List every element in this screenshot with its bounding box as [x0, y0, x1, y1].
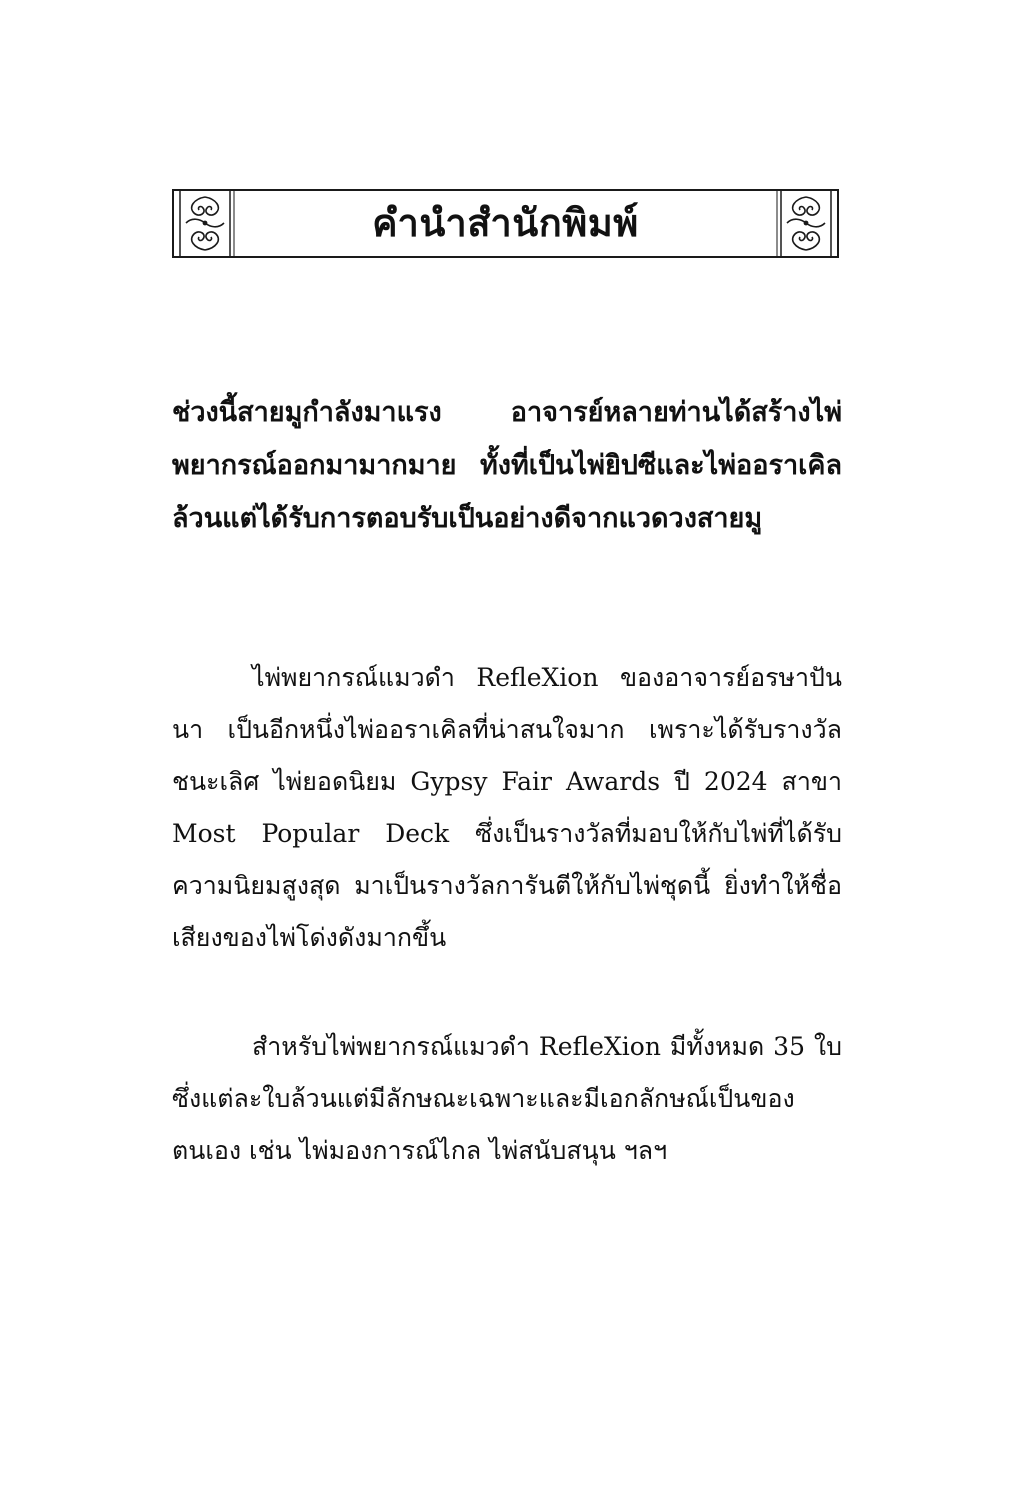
intro-paragraph: ช่วงนี้สายมูกำลังมาแรง อาจารย์หลายท่านได้สร้างไพ่พยากรณ์ออกมามากมาย ทั้งที่เป็นไพ่ยิปซีและไพ่ออราเคิล ล้วนแต่ได้รับการตอบรับเป็นอย่างดีจากแวดวงสายมู — [172, 397, 842, 534]
thai-scroll-ornament-icon — [174, 191, 236, 256]
body-paragraph-award: ไพ่พยากรณ์แมวดำ RefleXion ของอาจารย์อรษาปันนา เป็นอีกหนึ่งไพ่ออราเคิลที่น่าสนใจมาก เพราะได้รับรางวัลชนะเลิศ ไพ่ยอดนิยม Gypsy Fair Awards ปี 2024 สาขา Most Popular Deck ซึ่งเป็นรางวัลที่มอบให้กับไพ่ที่ได้รับความนิยมสูงสุด มาเป็นรางวัลการันตีให้กับไพ่ชุดนี้ ยิ่งทำให้ชื่อเสียงของไพ่โด่งดังมากขึ้น — [172, 663, 842, 952]
title-banner — [172, 189, 839, 258]
thai-scroll-ornament-icon — [775, 191, 837, 256]
body-paragraph-card-count: สำหรับไพ่พยากรณ์แมวดำ RefleXion มีทั้งหมด 35 ใบ ซึ่งแต่ละใบล้วนแต่มีลักษณะเฉพาะและมีเอกลักษณ์เป็นของตนเอง เช่น ไพ่มองการณ์ไกล ไพ่สนับสนุน ฯลฯ — [172, 1032, 842, 1165]
page-title: คำนำสำนักพิมพ์ — [372, 201, 639, 245]
